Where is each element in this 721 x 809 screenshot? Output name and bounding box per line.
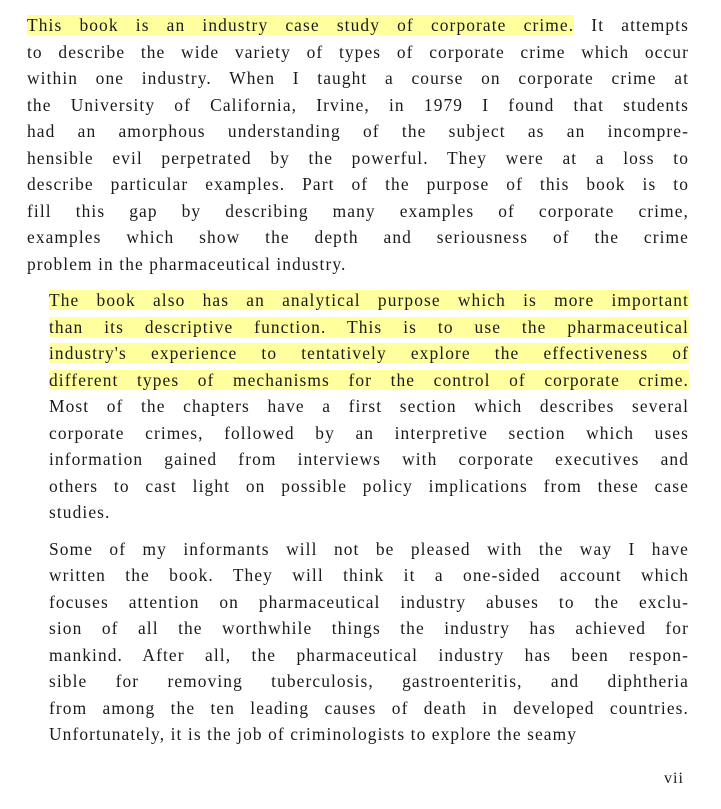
line-text: It attempts xyxy=(574,15,689,35)
text-line: had an amorphous understanding of the subject as an incompre- xyxy=(27,121,689,141)
highlighted-text: industry's experience to tentatively explore the effectiveness of xyxy=(49,343,689,363)
text-line: Most of the chapters have a first section which describes several xyxy=(49,396,689,416)
text-line: information gained from interviews with corporate executives and xyxy=(49,449,689,469)
text-line xyxy=(27,340,689,367)
text-line: sion of all the worthwhile things the industry has achieved for xyxy=(49,618,689,638)
paragraph-1 xyxy=(27,12,689,277)
text-line: Some of my informants will not be pleased with the way I have xyxy=(49,538,689,559)
text-line: the University of California, Irvine, in 1979 I found that students xyxy=(27,94,689,115)
text-line: mankind. After all, the pharmaceutical industry has been respon- xyxy=(49,644,689,665)
text-line: sible for removing tuberculosis, gastroenteritis, and diphtheria xyxy=(49,671,689,691)
text-line: written the book. They will think it a one-sided account which xyxy=(49,565,689,585)
highlighted-text: than its descriptive function. This is to use the pharmaceutical xyxy=(49,316,689,337)
text-line: examples which show the depth and seriousness of the crime xyxy=(27,227,689,247)
highlighted-text: This book is an industry case study of corporate crime. xyxy=(27,15,575,35)
text-line: to describe the wide variety of types of corporate crime which occur xyxy=(27,41,689,62)
text-line xyxy=(27,367,689,394)
highlighted-text: The book also has an analytical purpose which is more important xyxy=(49,290,689,310)
text-line: within one industry. When I taught a course on corporate crime at xyxy=(27,68,689,88)
text-line: from among the ten leading causes of death in developed countries. xyxy=(49,697,689,718)
text-line: corporate crimes, followed by an interpretive section which uses xyxy=(49,422,689,443)
text-line: Unfortunately, it is the job of criminologists to explore the seamy xyxy=(49,724,578,744)
text-line xyxy=(27,314,689,341)
text-line xyxy=(27,12,689,39)
highlighted-text: different types of mechanisms for the control of corporate crime. xyxy=(49,369,689,390)
text-line: focuses attention on pharmaceutical industry abuses to the exclu- xyxy=(49,591,689,612)
document-page xyxy=(27,12,689,748)
paragraph-3 xyxy=(27,536,689,748)
text-line: problem in the pharmaceutical industry. xyxy=(27,253,347,274)
text-line: studies. xyxy=(49,502,111,522)
text-line xyxy=(27,287,689,314)
text-line: fill this gap by describing many examples of corporate crime, xyxy=(27,200,689,221)
page-number: vii xyxy=(664,770,684,787)
text-line: others to cast light on possible policy implications from these case xyxy=(49,475,689,496)
text-line: describe particular examples. Part of the purpose of this book is to xyxy=(27,174,689,194)
text-line: hensible evil perpetrated by the powerful. They were at a loss to xyxy=(27,147,689,168)
paragraph-2 xyxy=(27,287,689,526)
